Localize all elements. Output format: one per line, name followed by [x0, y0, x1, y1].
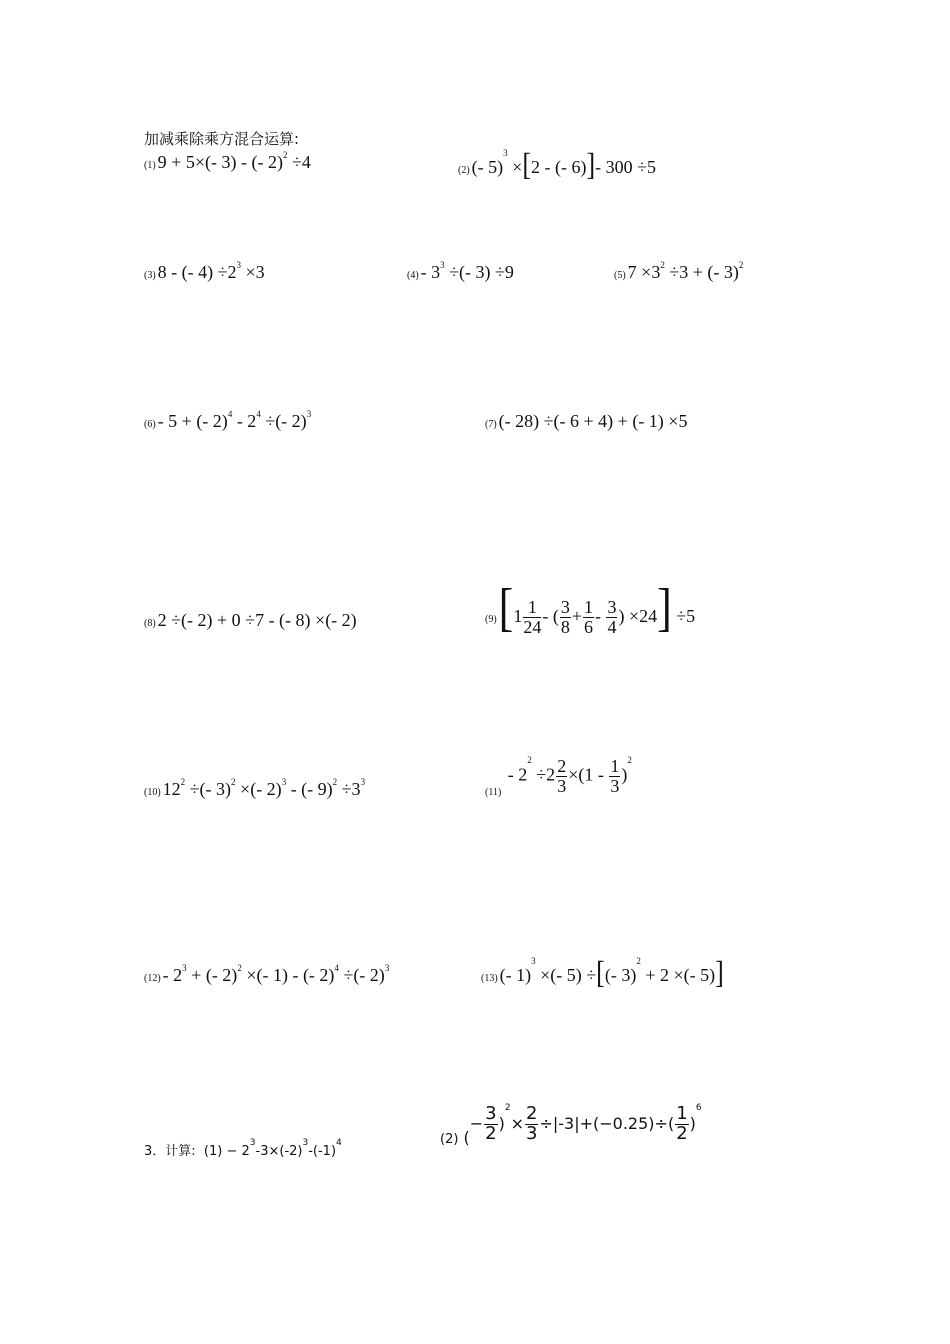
problem-12-label: (12) [144, 973, 161, 984]
section-3-part-2-label: (2) [440, 1131, 459, 1147]
problem-11-label: (11) [485, 786, 502, 798]
problem-12: $(12) - 2^3$ + (- 2)$^2$ ×(- 1) - (- 2)$^4$ ÷(- 2)$^3$ [144, 963, 390, 985]
problem-1-label: (1) [144, 160, 156, 171]
problem-9: (9)[1 $\frac{1}{24}$ - ( $\frac{3}{8}$ + $\frac{1}{6}$ - $\frac{3}{4}$ ) ×24] ÷5 [485, 578, 696, 638]
problem-5-label: (5) [614, 270, 626, 281]
section-3-part-2: $_{(2)}$ (− $\frac{3}{2}$ )$^2$× $\frac{2}{3}$ ÷|-3|+(−0.25)÷( $\frac{1}{2}$ )$^6$ [440, 1103, 702, 1147]
problem-2-label: (2) [458, 165, 470, 176]
problem-3: (3) 8 - (- $4) \div 2^3 \times 3$ [144, 260, 265, 282]
problem-6-label: (6) [144, 419, 156, 430]
problem-4: $(4) - 3^3$ ÷(- 3) ÷9 [407, 260, 514, 282]
section-3-title: 3．计算: [144, 1144, 196, 1159]
problem-10: (10) $12^2$ ÷(- 3)$^2$ ×(- 2)$^3$ - (- $9)^2 \div 3^3$ [144, 777, 366, 799]
section-3-part-1-label: (1) [203, 1144, 223, 1159]
problem-10-label: (10) [144, 787, 161, 798]
problem-1: (1) 9 + 5×(- 3) - (- 2)$^2$ ÷4 [144, 150, 311, 172]
problem-3-label: (3) [144, 270, 156, 281]
worksheet-heading: 加减乘除乘方混合运算: [144, 130, 300, 148]
problem-11: $_{(11)} - 2^2 \div 2$ $\frac{2}{3}$ ×(1 - $\frac{1}{3}$ )$^2$ [485, 755, 632, 798]
problem-2: (2) (- 5)$^3$ ×[2 - (- 6)]- 300 ÷5 [458, 147, 657, 182]
problem-7: (7) (- 28) ÷(- 6 + 4) + (- 1) ×5 [485, 411, 688, 431]
problem-13-label: (13) [481, 973, 498, 984]
problem-9-label: (9) [485, 614, 497, 625]
problem-8-label: (8) [144, 618, 156, 629]
problem-13: (13) (- 1)$^3$ ×(- 5) ÷[(- 3)$^2$ + 2 ×(- 5)] [481, 955, 724, 990]
section-3-part-1: 3．计算: $(1) - 2^3-3\times(-2)^3-(-1)^4$ [144, 1138, 342, 1159]
problem-6: (6) - 5 + (- $2)^4 - 2^4$ ÷(- 2)$^3$ [144, 409, 312, 431]
problem-8: (8) 2 ÷(- 2) + 0 ÷7 - (- 8) ×(- 2) [144, 610, 357, 630]
problem-7-label: (7) [485, 419, 497, 430]
problem-4-label: (4) [407, 270, 419, 281]
problem-5: (5) $7 \times 3^2 \div 3$ + (- 3)$^2$ [614, 260, 744, 282]
